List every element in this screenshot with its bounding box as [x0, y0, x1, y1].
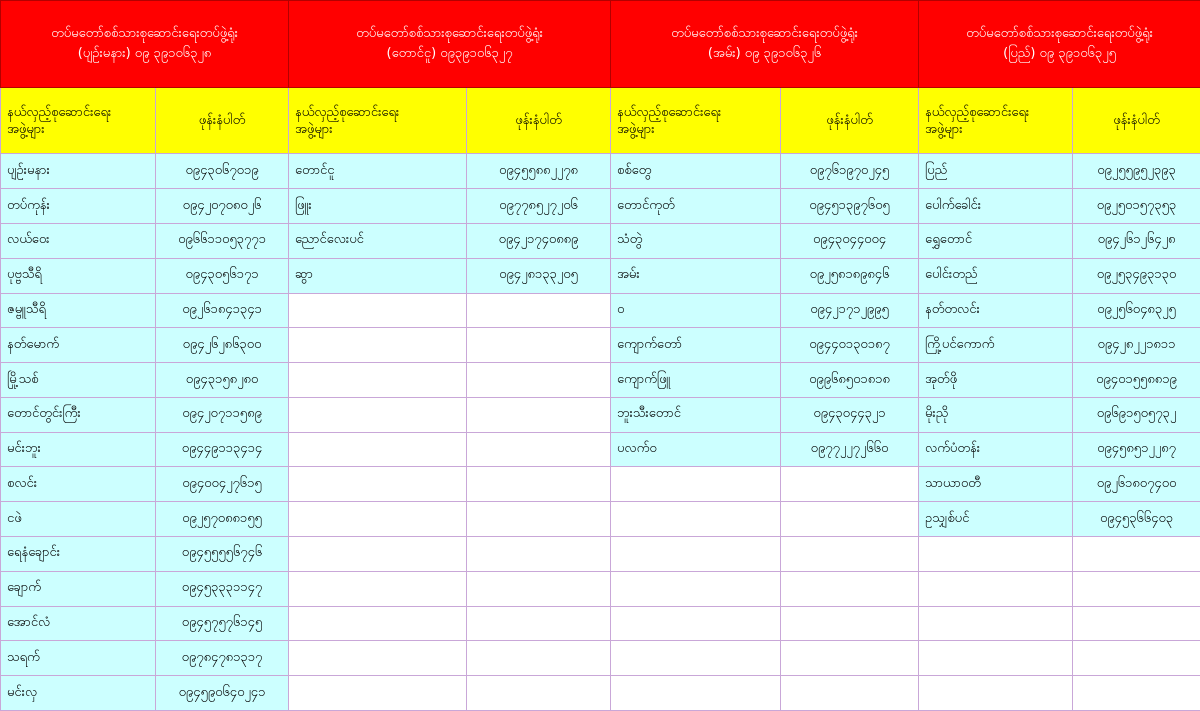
- phone-number-cell: ၀၉၄၂၆၁၂၆၄၂၈: [1073, 224, 1200, 259]
- phone-number-cell: ၀၉၉၆၈၅၀၁၈၁၈: [781, 363, 919, 398]
- phone-number-cell: ၀၉၂၅၇၀၈၈၁၅၅: [156, 502, 289, 537]
- group-name-cell: [289, 363, 467, 398]
- office-title: တပ်မတော်စစ်သားစုဆောင်းရေးတပ်ဖွဲ့ရုံး: [671, 25, 858, 41]
- phone-number-cell: ၀၉၄၀၁၅၅၈၈၁၉: [1073, 363, 1200, 398]
- group-name-cell: ချောက်: [1, 571, 156, 606]
- phone-number-cell: ၀၉၄၂၈၂၂၁၈၁၁: [1073, 328, 1200, 363]
- phone-number-cell: ၀၉၄၅၃၆၆၄၀၃: [1073, 502, 1200, 537]
- phone-number-cell: [781, 676, 919, 711]
- group-name-cell: [289, 537, 467, 572]
- phone-number-cell: ၀၉၂၅၈၁၈၉၈၄၆: [781, 258, 919, 293]
- group-name-cell: ဝ: [611, 293, 781, 328]
- group-name-cell: မြို့သစ်: [1, 363, 156, 398]
- group-name-cell: [289, 467, 467, 502]
- phone-number-cell: [781, 606, 919, 641]
- group-name-cell: ငဖဲ: [1, 502, 156, 537]
- table-row: [1, 606, 1200, 641]
- table-row: [1, 363, 1200, 398]
- group-name-cell: [919, 641, 1073, 676]
- group-name-cell: [611, 502, 781, 537]
- phone-number-cell: [781, 641, 919, 676]
- column-header-phone: ဖုန်းနံပါတ်: [156, 87, 289, 153]
- group-name-cell: သရက်: [1, 641, 156, 676]
- table-row: [1, 397, 1200, 432]
- group-name-cell: [611, 641, 781, 676]
- phone-number-cell: ၀၉၂၅၅၉၅၂၃၉၃: [1073, 154, 1200, 189]
- group-name-cell: ကျောက်ဖြူ: [611, 363, 781, 398]
- group-name-cell: လက်ပံတန်း: [919, 432, 1073, 467]
- column-header-line: နယ်လှည့်စုဆောင်းရေး: [7, 104, 112, 120]
- office-header: [289, 1, 611, 88]
- group-name-cell: [919, 537, 1073, 572]
- phone-number-cell: [467, 502, 611, 537]
- group-name-cell: စစ်တွေ: [611, 154, 781, 189]
- column-header-line: နယ်လှည့်စုဆောင်းရေး: [295, 104, 400, 120]
- phone-number-cell: ၀၉၄၅၇၅၇၆၁၄၅: [156, 606, 289, 641]
- group-name-cell: [289, 293, 467, 328]
- column-header-group-name: [919, 87, 1073, 153]
- group-name-cell: [289, 397, 467, 432]
- group-name-cell: [289, 432, 467, 467]
- table-row: [1, 293, 1200, 328]
- group-name-cell: ကြို့ပင်ကောက်: [919, 328, 1073, 363]
- group-name-cell: ပြည်: [919, 154, 1073, 189]
- group-name-cell: ပေါက်ခေါင်း: [919, 189, 1073, 224]
- phone-number-cell: ၀၉၄၅၅၈၈၂၂၇၈: [467, 154, 611, 189]
- phone-number-cell: ၀၉၆၉၁၅၀၅၇၃၂: [1073, 397, 1200, 432]
- group-name-cell: တောင်တွင်းကြီး: [1, 397, 156, 432]
- column-header-line: အဖွဲ့များ: [617, 121, 655, 137]
- table-row: [1, 467, 1200, 502]
- phone-number-cell: [467, 571, 611, 606]
- office-location-phone: (အမ်း) ၀၉ ၃၉၁၀၆၃၂၆: [707, 45, 822, 61]
- office-location-phone: (ပျဉ်းမနား) ၀၉ ၃၉၁၀၆၃၂၈: [77, 45, 212, 61]
- phone-number-cell: ၀၉၄၃၀၄၄၃၂၁: [781, 397, 919, 432]
- table-row: [1, 154, 1200, 189]
- group-name-cell: ညောင်လေးပင်: [289, 224, 467, 259]
- table-row: [1, 189, 1200, 224]
- office-header: [611, 1, 919, 88]
- office-header: [1, 1, 289, 88]
- group-name-cell: [919, 606, 1073, 641]
- phone-number-cell: [1073, 606, 1200, 641]
- table-row: [1, 432, 1200, 467]
- phone-number-cell: ၀၉၇၇၈၅၂၇၂၀၆: [467, 189, 611, 224]
- phone-number-cell: ၀၉၄၅၈၅၁၂၂၈၇: [1073, 432, 1200, 467]
- phone-number-cell: ၀၉၂၅၃၄၉၃၁၃၀: [1073, 258, 1200, 293]
- column-header-line: အဖွဲ့များ: [295, 121, 333, 137]
- group-name-cell: အုတ်ဖို: [919, 363, 1073, 398]
- group-name-cell: သာယာဝတီ: [919, 467, 1073, 502]
- office-title: တပ်မတော်စစ်သားစုဆောင်းရေးတပ်ဖွဲ့ရုံး: [966, 25, 1153, 41]
- group-name-cell: အောင်လံ: [1, 606, 156, 641]
- phone-number-cell: ၀၉၄၅၁၃၉၇၆၀၅: [781, 189, 919, 224]
- column-header-group-name: [289, 87, 467, 153]
- phone-number-cell: ၀၉၂၅၆၀၄၈၃၂၅: [1073, 293, 1200, 328]
- table-row: [1, 328, 1200, 363]
- group-name-cell: ပျဉ်းမနား: [1, 154, 156, 189]
- table-row: [1, 502, 1200, 537]
- group-name-cell: [611, 606, 781, 641]
- group-name-cell: ပေါင်းတည်: [919, 258, 1073, 293]
- phone-number-cell: [1073, 537, 1200, 572]
- phone-number-cell: ၀၉၄၂၁၇၁၂၉၉၅: [781, 293, 919, 328]
- group-name-cell: [289, 606, 467, 641]
- phone-number-cell: [781, 571, 919, 606]
- group-name-cell: ပုဗ္ဗသီရိ: [1, 258, 156, 293]
- group-name-cell: နတ်မောက်: [1, 328, 156, 363]
- group-name-cell: မင်းလှ: [1, 676, 156, 711]
- phone-number-cell: ၀၉၄၅၉၀၆၄၀၂၄၁: [156, 676, 289, 711]
- table-row: [1, 641, 1200, 676]
- group-name-cell: [919, 676, 1073, 711]
- table-row: [1, 676, 1200, 711]
- office-title: တပ်မတော်စစ်သားစုဆောင်းရေးတပ်ဖွဲ့ရုံး: [356, 25, 543, 41]
- column-header-phone: ဖုန်းနံပါတ်: [781, 87, 919, 153]
- phone-number-cell: [467, 606, 611, 641]
- phone-number-cell: [467, 363, 611, 398]
- office-location-phone: (ပြည်) ၀၉ ၃၉၁၀၆၃၂၅: [1003, 45, 1116, 61]
- phone-number-cell: [781, 537, 919, 572]
- group-name-cell: [611, 537, 781, 572]
- phone-number-cell: ၀၉၄၄၀၁၃၀၁၈၇: [781, 328, 919, 363]
- phone-number-cell: ၀၉၄၀၀၄၂၇၆၁၅: [156, 467, 289, 502]
- phone-number-cell: [1073, 676, 1200, 711]
- phone-number-cell: [467, 328, 611, 363]
- phone-number-cell: ၀၉၆၆၁၁၀၅၃၇၇၁: [156, 224, 289, 259]
- group-name-cell: ပလက်ဝ: [611, 432, 781, 467]
- group-name-cell: စလင်း: [1, 467, 156, 502]
- phone-number-cell: ၀၉၇၈၄၇၈၁၃၁၇: [156, 641, 289, 676]
- group-name-cell: ကျောက်တော်: [611, 328, 781, 363]
- phone-number-cell: ၀၉၄၄၉၁၁၃၄၁၄: [156, 432, 289, 467]
- phone-number-cell: ၀၉၄၃၀၅၆၁၇၁: [156, 258, 289, 293]
- group-name-cell: တောင်ကုတ်: [611, 189, 781, 224]
- phone-number-cell: [781, 467, 919, 502]
- group-name-cell: [289, 641, 467, 676]
- group-name-cell: ရေနံချောင်း: [1, 537, 156, 572]
- group-name-cell: [611, 676, 781, 711]
- table-body: [1, 1, 1200, 711]
- group-name-cell: [611, 467, 781, 502]
- table-row: [1, 224, 1200, 259]
- phone-number-cell: ၀၉၄၃၀၆၇၀၁၉: [156, 154, 289, 189]
- phone-number-cell: ၀၉၂၅၀၁၅၇၃၅၃: [1073, 189, 1200, 224]
- column-header-phone: ဖုန်းနံပါတ်: [1073, 87, 1200, 153]
- group-name-cell: တောင်ငူ: [289, 154, 467, 189]
- group-name-cell: ဖြူး: [289, 189, 467, 224]
- column-header-group-name: [611, 87, 781, 153]
- group-name-cell: တပ်ကုန်း: [1, 189, 156, 224]
- group-name-cell: ဥသျှစ်ပင်: [919, 502, 1073, 537]
- column-header-row: [1, 87, 1200, 153]
- phone-number-cell: [781, 502, 919, 537]
- phone-number-cell: ၀၉၄၂၀၇၀၈၀၂၆: [156, 189, 289, 224]
- phone-number-cell: ၀၉၄၂၁၇၄၀၈၈၉: [467, 224, 611, 259]
- group-name-cell: မင်းဘူး: [1, 432, 156, 467]
- column-header-line: အဖွဲ့များ: [7, 121, 45, 137]
- group-name-cell: [289, 571, 467, 606]
- phone-number-cell: [467, 432, 611, 467]
- group-name-cell: ဘူးသီးတောင်: [611, 397, 781, 432]
- table-row: [1, 571, 1200, 606]
- phone-number-cell: ၀၉၄၅၅၅၅၆၇၄၆: [156, 537, 289, 572]
- phone-number-cell: [1073, 641, 1200, 676]
- phone-number-cell: [467, 676, 611, 711]
- group-name-cell: [289, 676, 467, 711]
- group-name-cell: [611, 571, 781, 606]
- office-header: [919, 1, 1200, 88]
- phone-number-cell: ၀၉၄၂၀၇၁၁၅၈၉: [156, 397, 289, 432]
- phone-number-cell: ၀၉၄၂၆၂၈၆၃၀၀: [156, 328, 289, 363]
- phone-number-cell: [1073, 571, 1200, 606]
- phone-number-cell: [467, 641, 611, 676]
- group-name-cell: [919, 571, 1073, 606]
- group-name-cell: [289, 328, 467, 363]
- group-name-cell: မိုးညို: [919, 397, 1073, 432]
- table-row: [1, 258, 1200, 293]
- phone-number-cell: [467, 293, 611, 328]
- office-title: တပ်မတော်စစ်သားစုဆောင်းရေးတပ်ဖွဲ့ရုံး: [51, 25, 238, 41]
- column-header-line: အဖွဲ့များ: [925, 121, 963, 137]
- phone-number-cell: ၀၉၂၆၁၈၄၁၃၄၁: [156, 293, 289, 328]
- group-name-cell: ဆွာ: [289, 258, 467, 293]
- group-name-cell: အမ်း: [611, 258, 781, 293]
- phone-number-cell: ၀၉၄၂၈၁၃၃၂၀၅: [467, 258, 611, 293]
- phone-number-cell: ၀၉၄၅၃၃၃၁၁၄၇: [156, 571, 289, 606]
- phone-number-cell: [467, 467, 611, 502]
- office-location-phone: (တောင်ငူ) ၀၉၃၉၁၀၆၃၂၇: [386, 45, 513, 61]
- phone-number-cell: ၀၉၄၃၀၄၄၀၀၄: [781, 224, 919, 259]
- phone-number-cell: [467, 397, 611, 432]
- column-header-line: နယ်လှည့်စုဆောင်းရေး: [617, 104, 722, 120]
- group-name-cell: လယ်ဝေး: [1, 224, 156, 259]
- group-name-cell: ရွှေတောင်: [919, 224, 1073, 259]
- phone-number-cell: ၀၉၂၆၁၈၀၇၄၀၀: [1073, 467, 1200, 502]
- group-name-cell: နတ်တလင်း: [919, 293, 1073, 328]
- column-header-line: နယ်လှည့်စုဆောင်းရေး: [925, 104, 1030, 120]
- group-name-cell: ဇမ္ဗူသီရိ: [1, 293, 156, 328]
- group-name-cell: သံတွဲ: [611, 224, 781, 259]
- phone-number-cell: ၀၉၇၆၁၉၇၀၂၄၅: [781, 154, 919, 189]
- phone-number-cell: [467, 537, 611, 572]
- phone-number-cell: ၀၉၄၃၁၅၈၂၈၀: [156, 363, 289, 398]
- table-row: [1, 537, 1200, 572]
- column-header-phone: ဖုန်းနံပါတ်: [467, 87, 611, 153]
- column-header-group-name: [1, 87, 156, 153]
- group-name-cell: [289, 502, 467, 537]
- office-header-row: [1, 1, 1200, 88]
- phone-number-cell: ၀၉၇၇၂၂၇၂၆၆၀: [781, 432, 919, 467]
